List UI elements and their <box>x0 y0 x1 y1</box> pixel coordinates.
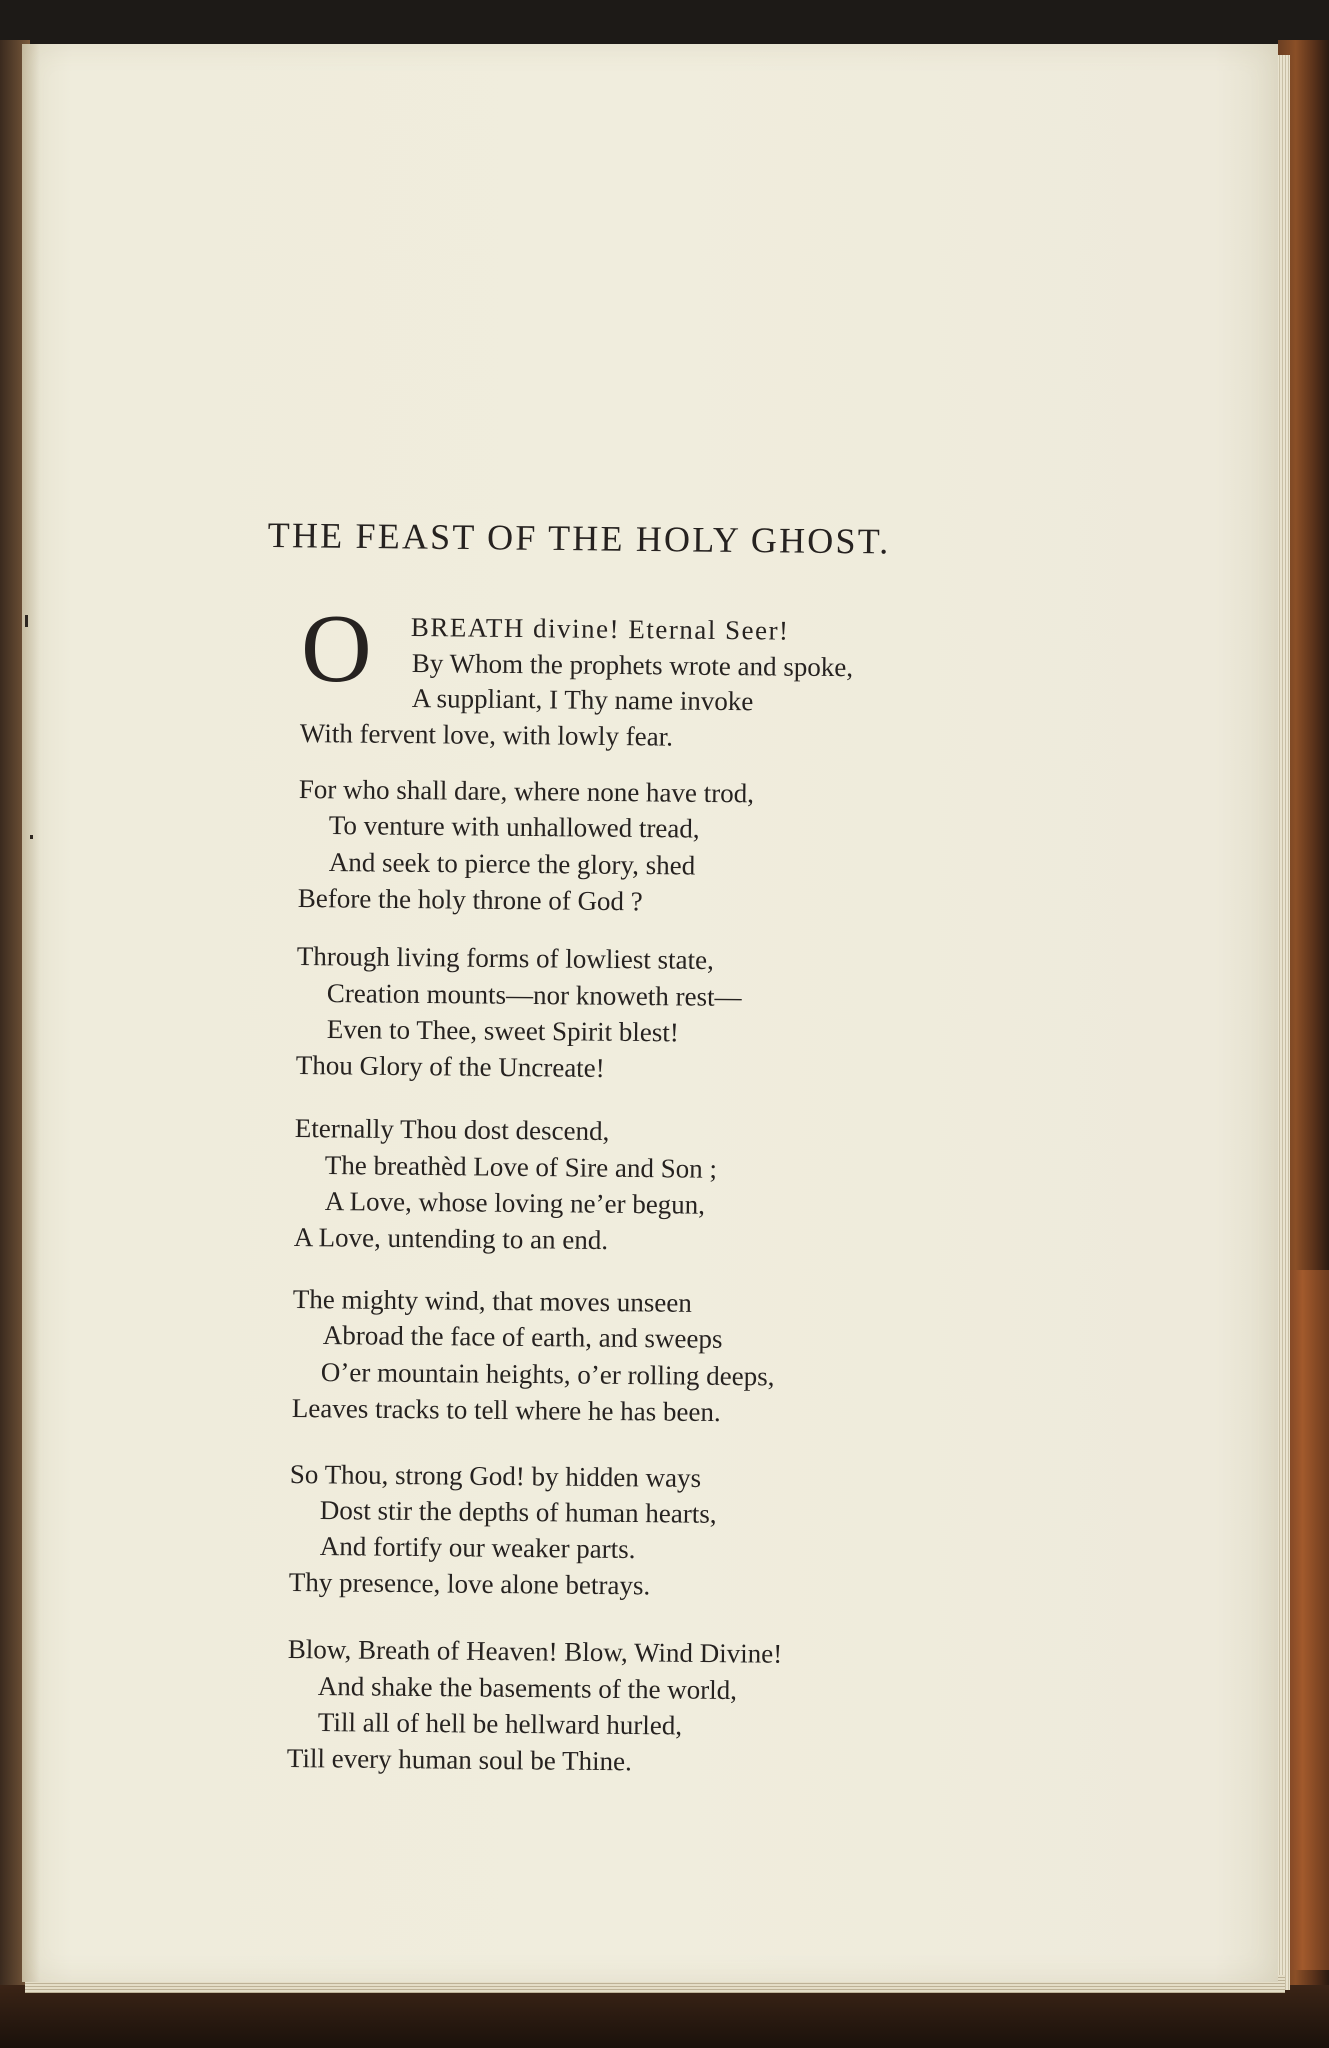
page-gutter-shadow <box>22 44 40 1982</box>
margin-mark <box>25 615 28 627</box>
poem-line: BREATH divine! Eternal Seer! <box>410 612 790 646</box>
poem-line: Thou Glory of the Uncreate! <box>295 1050 605 1083</box>
poem-line: A suppliant, I Thy name invoke <box>411 683 754 717</box>
poem-line: With fervent love, with lowly fear. <box>299 718 674 752</box>
book-cover-right-lower <box>1285 1270 1329 1970</box>
poem-line: Creation mounts—nor knoweth rest— <box>326 978 742 1012</box>
poem-line: Abroad the face of earth, and sweeps <box>322 1320 723 1354</box>
poem-line: A Love, untending to an end. <box>293 1222 609 1256</box>
poem-line: For who shall dare, where none have trod, <box>298 774 755 809</box>
poem-line: And shake the basements of the world, <box>317 1671 738 1706</box>
poem-line: The breathèd Love of Sire and Son ; <box>324 1150 718 1184</box>
margin-mark <box>30 835 33 839</box>
poem-line: Even to Thee, sweet Spirit blest! <box>326 1014 679 1048</box>
poem-line: Leaves tracks to tell where he has been. <box>291 1393 721 1428</box>
drop-cap: O <box>301 595 372 703</box>
poem-line: Till every human soul be Thine. <box>286 1743 632 1777</box>
poem-line: And seek to pierce the glory, shed <box>328 847 696 881</box>
poem-line: So Thou, strong God! by hidden ways <box>289 1459 702 1493</box>
poem-line: Before the holy throne of God ? <box>297 883 643 917</box>
poem-line: And fortify our weaker parts. <box>319 1531 636 1565</box>
poem-line: The mighty wind, that moves unseen <box>292 1284 692 1318</box>
poem-line: By Whom the prophets wrote and spoke, <box>411 648 854 683</box>
poem-line: Till all of hell be hellward hurled, <box>317 1707 683 1741</box>
poem-line: Through living forms of lowliest state, <box>296 941 714 976</box>
poem-line: Dost stir the depths of human hearts, <box>319 1495 717 1529</box>
book-cover-bottom-edge <box>0 1985 1329 2048</box>
poem-line: Eternally Thou dost descend, <box>294 1113 610 1147</box>
poem-line: Thy presence, love alone betrays. <box>288 1567 651 1601</box>
poem-line: A Love, whose loving ne’er begun, <box>324 1186 706 1220</box>
poem-line: To venture with unhallowed tread, <box>328 810 700 844</box>
poem-line: Blow, Breath of Heaven! Blow, Wind Divine! <box>287 1634 783 1669</box>
poem-line: O’er mountain heights, o’er rolling deeps, <box>320 1357 775 1392</box>
poem-title: THE FEAST OF THE HOLY GHOST. <box>267 514 891 562</box>
